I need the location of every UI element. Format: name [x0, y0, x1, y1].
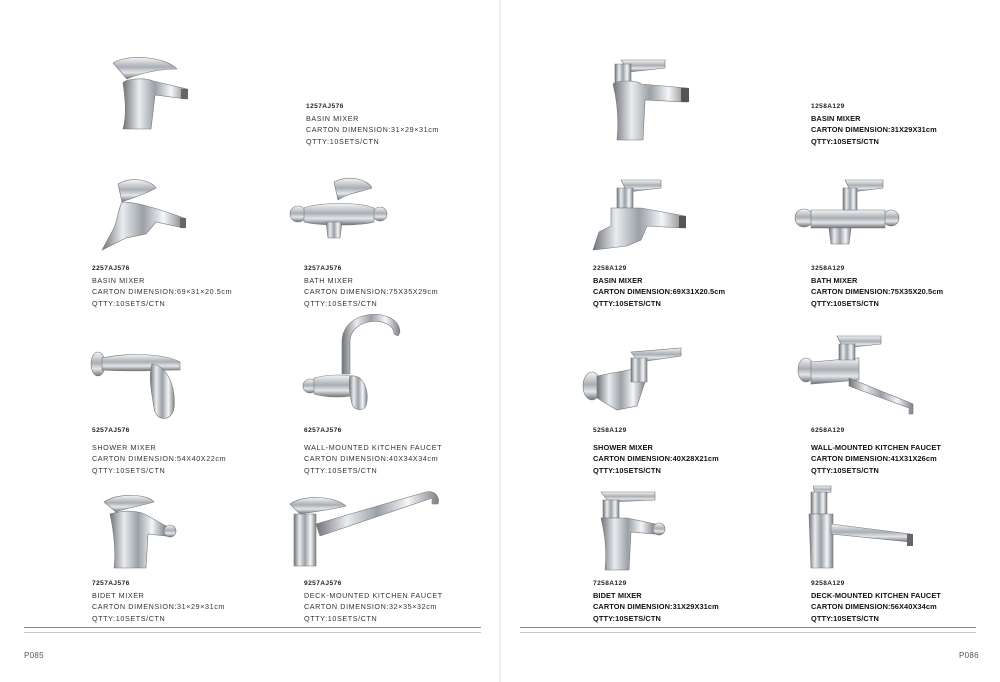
- product-name: SHOWER MIXER: [593, 442, 653, 452]
- bidet-mixer-image: [100, 494, 180, 574]
- quantity: QTTY:10SETS/CTN: [92, 298, 166, 308]
- carton-dimension: CARTON DIMENSION:32×35×32cm: [304, 602, 437, 611]
- footer-rule-secondary: [520, 632, 976, 633]
- product-name: BASIN MIXER: [811, 113, 861, 123]
- carton-dimension: CARTON DIMENSION:41X31X26cm: [811, 454, 937, 463]
- footer-rule: [520, 627, 976, 628]
- product-name: BIDET MIXER: [593, 590, 642, 600]
- product-name: SHOWER MIXER: [92, 442, 157, 452]
- product-name: BATH MIXER: [304, 275, 354, 285]
- product-code: 5257AJ576: [92, 427, 130, 434]
- product-name: BASIN MIXER: [92, 275, 145, 285]
- product-code: 1258A129: [811, 103, 845, 110]
- product-name: DECK-MOUNTED KITCHEN FAUCET: [304, 590, 443, 600]
- basin-mixer-image: [607, 56, 697, 141]
- product-name: BASIN MIXER: [593, 275, 643, 285]
- deck-kitchen-faucet-image: [286, 490, 441, 570]
- shower-mixer-image: [90, 348, 190, 423]
- wall-kitchen-faucet-image: [797, 334, 922, 420]
- footer-rule: [24, 627, 481, 628]
- quantity: QTTY:10SETS/CTN: [811, 136, 879, 146]
- carton-dimension: CARTON DIMENSION:31X29X31cm: [811, 125, 937, 134]
- basin-mixer-image: [96, 178, 191, 253]
- product-name: WALL-MOUNTED KITCHEN FAUCET: [811, 442, 941, 452]
- bath-mixer-image: [795, 178, 905, 248]
- product-name: BASIN MIXER: [306, 113, 359, 123]
- quantity: QTTY:10SETS/CTN: [811, 465, 879, 475]
- product-code: 6258A129: [811, 427, 845, 434]
- product-name: BATH MIXER: [811, 275, 858, 285]
- basin-mixer-image: [105, 55, 195, 135]
- product-code: 3258A129: [811, 265, 845, 272]
- catalog-page-right: [501, 0, 1000, 682]
- product-code: 2257AJ576: [92, 265, 130, 272]
- quantity: QTTY:10SETS/CTN: [811, 613, 879, 623]
- quantity: QTTY:10SETS/CTN: [304, 613, 378, 623]
- product-code: 1257AJ576: [306, 103, 344, 110]
- quantity: QTTY:10SETS/CTN: [92, 465, 166, 475]
- carton-dimension: CARTON DIMENSION:75X35X20.5cm: [811, 287, 944, 296]
- product-code: 3257AJ576: [304, 265, 342, 272]
- carton-dimension: CARTON DIMENSION:56X40X34cm: [811, 602, 937, 611]
- product-name: BIDET MIXER: [92, 590, 145, 600]
- carton-dimension: CARTON DIMENSION:31×29×31cm: [306, 125, 439, 134]
- wall-kitchen-faucet-image: [302, 312, 402, 412]
- product-code: 6257AJ576: [304, 427, 342, 434]
- product-name: WALL-MOUNTED KITCHEN FAUCET: [304, 442, 443, 452]
- quantity: QTTY:10SETS/CTN: [306, 136, 380, 146]
- carton-dimension: CARTON DIMENSION:69X31X20.5cm: [593, 287, 726, 296]
- product-code: 7258A129: [593, 580, 627, 587]
- product-code: 7257AJ576: [92, 580, 130, 587]
- carton-dimension: CARTON DIMENSION:75X35X29cm: [304, 287, 439, 296]
- basin-mixer-image: [591, 178, 691, 253]
- carton-dimension: CARTON DIMENSION:54X40X22cm: [92, 454, 227, 463]
- carton-dimension: CARTON DIMENSION:69×31×20.5cm: [92, 287, 233, 296]
- page-number: P086: [959, 651, 979, 660]
- product-code: 5258A129: [593, 427, 627, 434]
- carton-dimension: CARTON DIMENSION:40X28X21cm: [593, 454, 719, 463]
- footer-rule-secondary: [24, 632, 481, 633]
- product-code: 2258A129: [593, 265, 627, 272]
- deck-kitchen-faucet-image: [807, 484, 917, 574]
- quantity: QTTY:10SETS/CTN: [811, 298, 879, 308]
- catalog-page-left: [0, 0, 499, 682]
- carton-dimension: CARTON DIMENSION:31×29×31cm: [92, 602, 225, 611]
- carton-dimension: CARTON DIMENSION:40X34X34cm: [304, 454, 439, 463]
- product-code: 9258A129: [811, 580, 845, 587]
- page-number: P085: [24, 651, 44, 660]
- shower-mixer-image: [583, 346, 683, 416]
- product-name: DECK-MOUNTED KITCHEN FAUCET: [811, 590, 941, 600]
- carton-dimension: CARTON DIMENSION:31X29X31cm: [593, 602, 719, 611]
- quantity: QTTY:10SETS/CTN: [593, 613, 661, 623]
- quantity: QTTY:10SETS/CTN: [593, 298, 661, 308]
- bath-mixer-image: [290, 178, 390, 243]
- product-code: 9257AJ576: [304, 580, 342, 587]
- bidet-mixer-image: [597, 490, 667, 572]
- quantity: QTTY:10SETS/CTN: [593, 465, 661, 475]
- quantity: QTTY:10SETS/CTN: [304, 465, 378, 475]
- quantity: QTTY:10SETS/CTN: [92, 613, 166, 623]
- quantity: QTTY:10SETS/CTN: [304, 298, 378, 308]
